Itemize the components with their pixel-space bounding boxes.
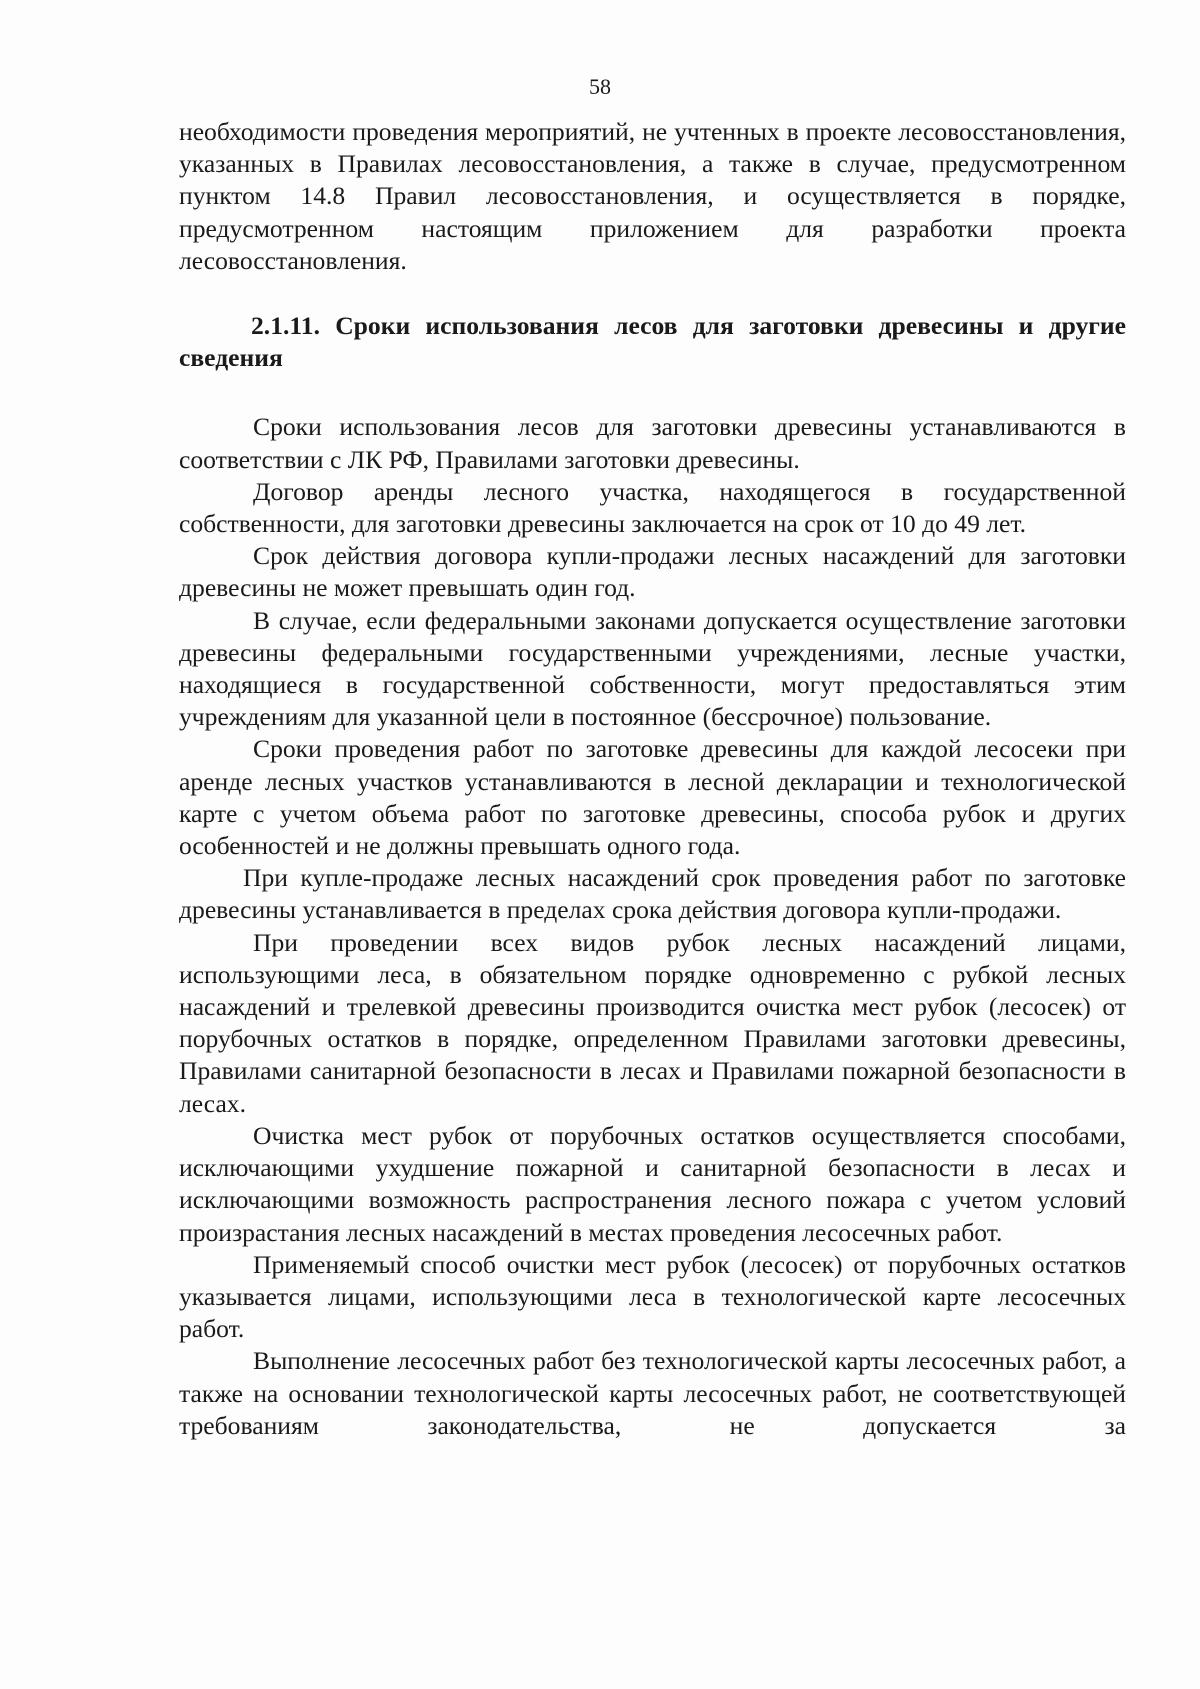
paragraph: Применяемый способ очистки мест рубок (лесосек) от порубочных остатков указывается лицами, использующими леса в технологической карте лесосечных работ. (179, 1249, 1126, 1344)
document-body (179, 116, 1126, 1442)
paragraph: В случае, если федеральными законами допускается осуществление заготовки древесины федеральными государственными учреждениями, лесные участки, находящиеся в государственной собственности, могут предоставляться этим учреждениям для указанной цели в постоянное (бессрочное) пользование. (179, 605, 1126, 732)
intro-paragraph: необходимости проведения мероприятий, не учтенных в проекте лесовосстановления, указанных в Правилах лесовосстановления, а также в случае, предусмотренном пунктом 14.8 Правил лесовосстановления, и осуществляется в порядке, предусмотренном настоящим приложением для разработки проекта лесовосстановления. (179, 117, 1126, 275)
paragraph: При купле-продаже лесных насаждений срок проведения работ по заготовке древесины устанавливается в пределах срока действия договора купли-продажи. (179, 863, 1126, 925)
paragraph: Сроки проведения работ по заготовке древесины для каждой лесосеки при аренде лесных участков устанавливаются в лесной декларации и технологической карте с учетом объема работ по заготовке древесины, способа рубок и других особенностей и не должны превышать одного года. (179, 734, 1126, 861)
paragraph: Очистка мест рубок от порубочных остатков осуществляется способами, исключающими ухудшение пожарной и санитарной безопасности в лесах и исключающими возможность распространения лесного пожара с учетом условий произрастания лесных насаждений в местах проведения лесосечных работ. (179, 1120, 1126, 1247)
page-number: 58 (589, 74, 611, 99)
paragraph: Срок действия договора купли-продажи лесных насаждений для заготовки древесины не может превышать один год. (179, 541, 1126, 603)
paragraph: Сроки использования лесов для заготовки древесины устанавливаются в соответствии с ЛК РФ, Правилами заготовки древесины. (179, 412, 1126, 474)
section-heading: 2.1.11. Сроки использования лесов для заготовки древесины и другие сведения (179, 311, 1126, 373)
paragraph: При проведении всех видов рубок лесных насаждений лицами, использующими леса, в обязательном порядке одновременно с рубкой лесных насаждений и трелевкой древесины производится очистка мест рубок (лесосек) от порубочных остатков в порядке, определенном Правилами заготовки древесины, Правилами санитарной безопасности в лесах и Правилами пожарной безопасности в лесах. (179, 927, 1126, 1118)
paragraph: Договор аренды лесного участка, находящегося в государственной собственности, для заготовки древесины заключается на срок от 10 до 49 лет. (179, 476, 1126, 539)
paragraph: Выполнение лесосечных работ без технологической карты лесосечных работ, а также на основании технологической карты лесосечных работ, не соответствующей требованиям законодательства, не допускается за (179, 1346, 1126, 1440)
